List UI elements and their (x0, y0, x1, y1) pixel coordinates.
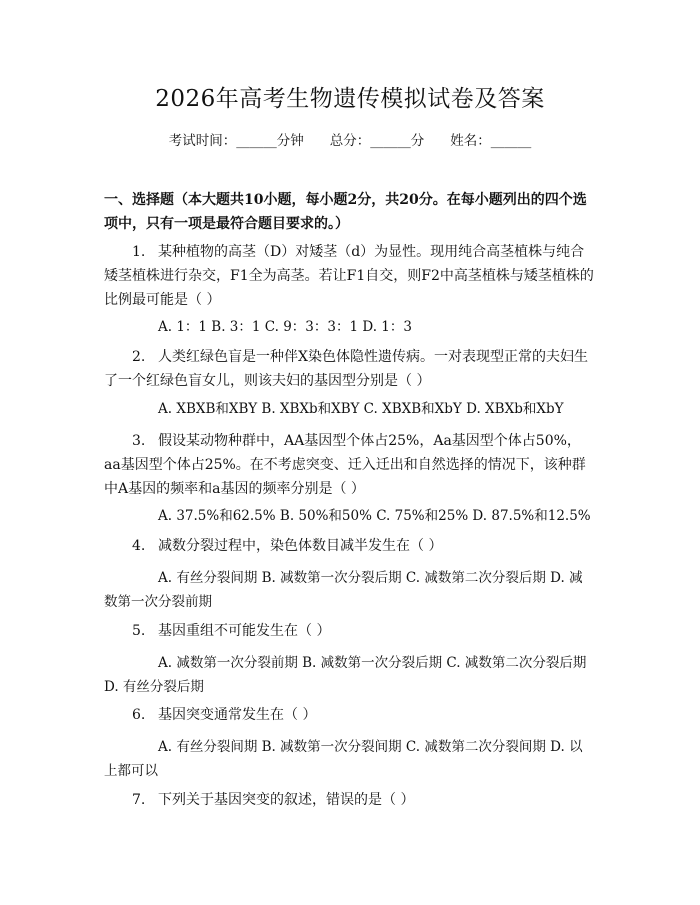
question-text: 假设某动物种群中，AA基因型个体占25%，Aa基因型个体占50%，aa基因型个体占25%。在不考虑突变、迁入迁出和自然选择的情况下，该种群中A基因的频率和a基因的频率分别是（ ） (104, 433, 586, 497)
question-text: 基因突变通常发生在（ ） (158, 707, 317, 723)
question-4 (104, 534, 596, 558)
question-1 (104, 240, 596, 312)
exam-meta (0, 131, 700, 151)
exam-name-field: 姓名：______ (450, 133, 532, 149)
question-number: 4. (132, 538, 146, 554)
question-text: 基因重组不可能发生在（ ） (158, 623, 331, 639)
question-number: 5. (132, 623, 146, 639)
question-number: 2. (132, 349, 146, 365)
question-6 (104, 703, 596, 727)
question-number: 6. (132, 707, 146, 723)
question-3-options: A. 37.5%和62.5% B. 50%和50% C. 75%和25% D. 87.5%和12.5% (158, 508, 591, 524)
exam-time-field: 考试时间：______分钟 (168, 133, 304, 149)
question-text: 下列关于基因突变的叙述，错误的是（ ） (158, 792, 415, 808)
question-1-options: A. 1：1 B. 3：1 C. 9：3：3：1 D. 1：3 (158, 319, 412, 335)
question-text: 减数分裂过程中，染色体数目减半发生在（ ） (158, 538, 443, 554)
question-number: 1. (132, 244, 146, 260)
question-5-options: A. 减数第一次分裂前期 B. 减数第一次分裂后期 C. 减数第二次分裂后期 D. 有丝分裂后期 (104, 655, 587, 695)
section-heading: 一、选择题（本大题共10小题，每小题2分，共20分。在每小题列出的四个选项中，只有一项是最符合题目要求的。） (104, 192, 587, 232)
question-4-options: A. 有丝分裂间期 B. 减数第一次分裂后期 C. 减数第二次分裂后期 D. 减数第一次分裂前期 (104, 570, 583, 610)
question-text: 某种植物的高茎（D）对矮茎（d）为显性。现用纯合高茎植株与纯合矮茎植株进行杂交，F1全为高茎。若让F1自交，则F2中高茎植株与矮茎植株的比例最可能是（ ） (104, 244, 594, 308)
question-6-options: A. 有丝分裂间期 B. 减数第一次分裂间期 C. 减数第二次分裂间期 D. 以上都可以 (104, 739, 583, 779)
question-2-options: A. XBXB和XBY B. XBXb和XBY C. XBXB和XbY D. XBXb和XbY (158, 401, 564, 417)
exam-title: 2026年高考生物遗传模拟试卷及答案 (155, 86, 545, 112)
question-3 (104, 429, 596, 501)
question-5 (104, 619, 596, 643)
question-number: 3. (132, 433, 146, 449)
question-number: 7. (132, 792, 146, 808)
question-2 (104, 345, 596, 393)
question-7 (104, 788, 596, 812)
exam-score-field: 总分：______分 (329, 133, 425, 149)
question-text: 人类红绿色盲是一种伴X染色体隐性遗传病。一对表现型正常的夫妇生了一个红绿色盲女儿，则该夫妇的基因型分别是（ ） (104, 349, 588, 389)
